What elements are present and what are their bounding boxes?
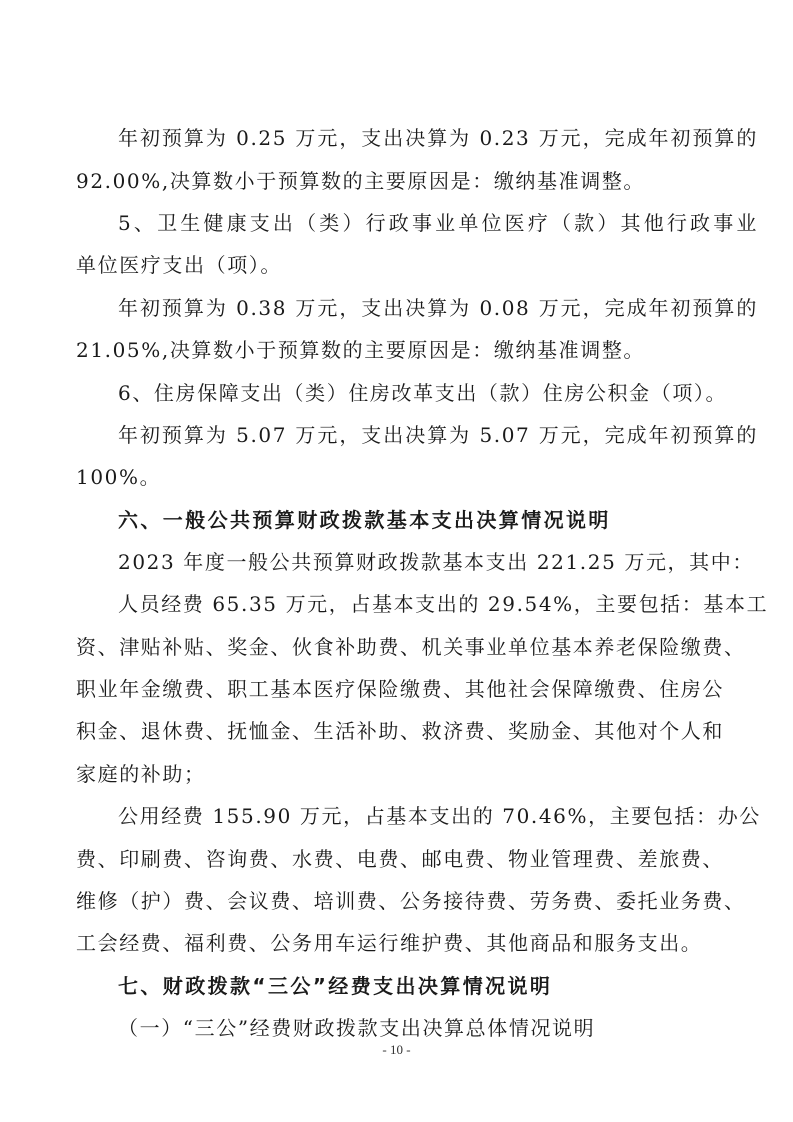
paragraph-line: 人员经费 65.35 万元，占基本支出的 29.54%，主要包括：基本工 (118, 592, 769, 616)
paragraph-line: 92.00%,决算数小于预算数的主要原因是：缴纳基准调整。 (76, 169, 646, 193)
paragraph-line: 工会经费、福利费、公务用车运行维护费、其他商品和服务支出。 (76, 931, 703, 955)
paragraph-line: 100%。 (76, 465, 162, 489)
page-number: - 10 - (382, 1042, 411, 1057)
paragraph-line: 5、卫生健康支出（类）行政事业单位医疗（款）其他行政事业 (118, 211, 758, 235)
paragraph-line: 2023 年度一般公共预算财政拨款基本支出 221.25 万元，其中： (118, 550, 754, 574)
paragraph-line: 费、印刷费、咨询费、水费、电费、邮电费、物业管理费、差旅费、 (76, 847, 724, 871)
paragraph-line: 积金、退休费、抚恤金、生活补助、救济费、奖励金、其他对个人和 (76, 719, 724, 743)
paragraph-line: 公用经费 155.90 万元，占基本支出的 70.46%，主要包括：办公 (118, 804, 761, 828)
paragraph-line: 维修（护）费、会议费、培训费、公务接待费、劳务费、委托业务费、 (76, 889, 746, 913)
paragraph-line: 单位医疗支出（项）。 (76, 253, 282, 277)
paragraph-line: 资、津贴补贴、奖金、伙食补助费、机关事业单位基本养老保险缴费、 (76, 635, 746, 659)
paragraph-line: 职业年金缴费、职工基本医疗保险缴费、其他社会保障缴费、住房公 (76, 677, 724, 701)
paragraph-line: 年初预算为 0.38 万元，支出决算为 0.08 万元，完成年初预算的 (118, 296, 758, 320)
paragraph-line: 家庭的补助； (76, 762, 206, 786)
subsection-heading: （一）“三公”经费财政拨款支出决算总体情况说明 (118, 1016, 596, 1040)
paragraph-line: 6、住房保障支出（类）住房改革支出（款）住房公积金（项）。 (118, 381, 728, 405)
section-heading: 七、财政拨款“三公”经费支出决算情况说明 (118, 974, 553, 998)
paragraph-line: 年初预算为 5.07 万元，支出决算为 5.07 万元，完成年初预算的 (118, 423, 758, 447)
paragraph-line: 21.05%,决算数小于预算数的主要原因是：缴纳基准调整。 (76, 338, 646, 362)
section-heading: 六、一般公共预算财政拨款基本支出决算情况说明 (118, 508, 611, 532)
paragraph-line: 年初预算为 0.25 万元，支出决算为 0.23 万元，完成年初预算的 (118, 126, 758, 150)
